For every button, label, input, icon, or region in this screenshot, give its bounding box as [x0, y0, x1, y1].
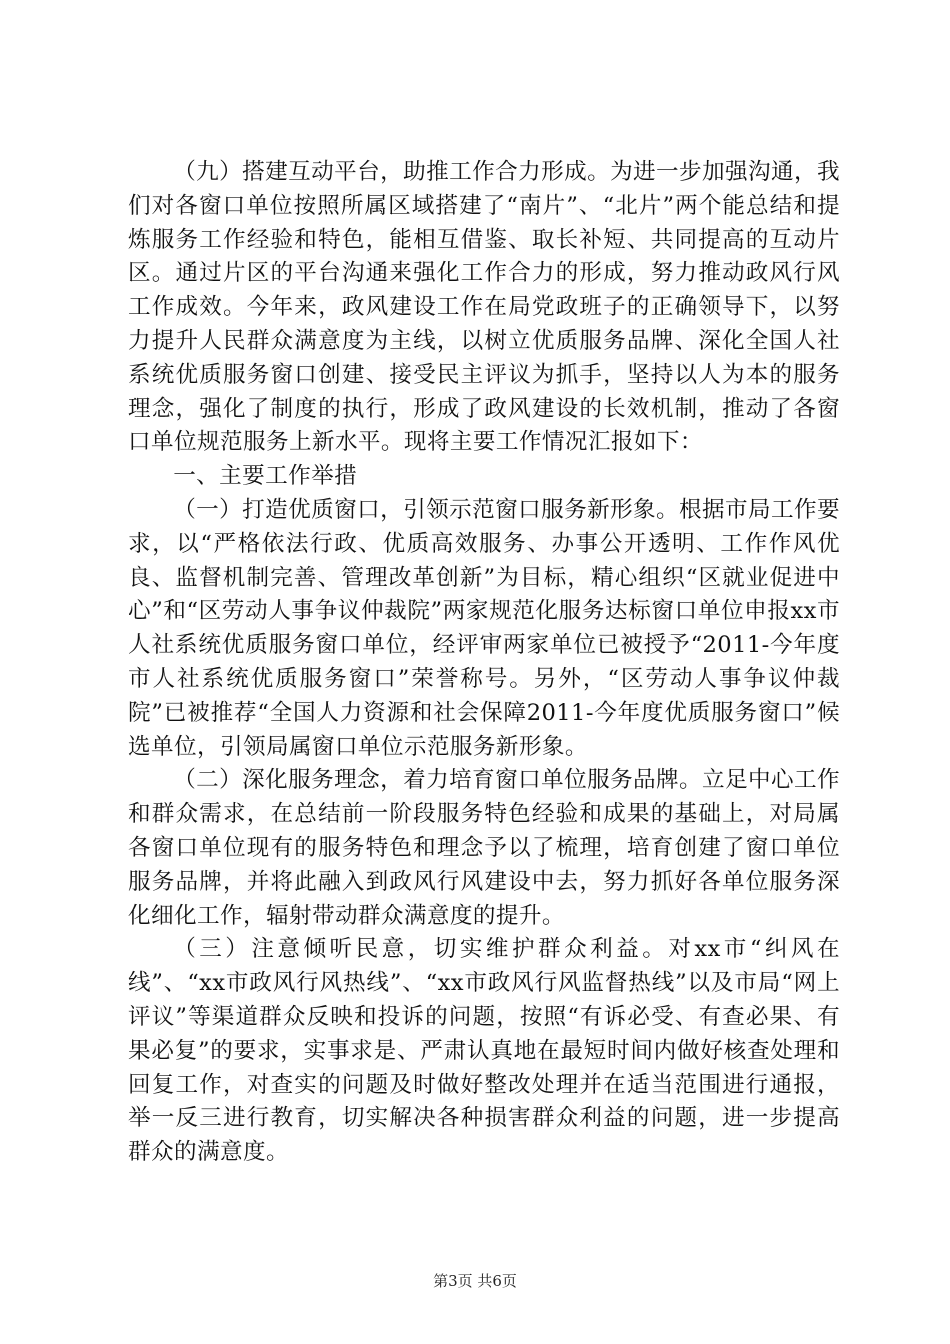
section-heading-main-measures: 一、主要工作举措	[173, 463, 358, 490]
paragraph-quality-window: （一）打造优质窗口，引领示范窗口服务新形象。根据市局工作要求，以“严格依法行政、优质高效服务、办事公开透明、工作作风优良、监督机制完善、管理改革创新”为目标，精心组织“区就业促进中心”和“区劳动人事争议仲裁院”两家规范化服务达标窗口单位申报xx市人社系统优质服务窗口单位，经评审两家单位已被授予“2011-今年度市人社系统优质服务窗口”荣誉称号。另外，“区劳动人事争议仲裁院”已被推荐“全国人力资源和社会保障2011-今年度优质服务窗口”候选单位，引领局属窗口单位示范服务新形象。	[128, 496, 841, 760]
page-number-footer: 第3页 共6页	[433, 1272, 517, 1290]
document-body	[128, 156, 840, 1170]
paragraph-public-opinion: （三）注意倾听民意，切实维护群众利益。对xx市“纠风在线”、“xx市政风行风热线”、“xx市政风行风监督热线”以及市局“网上评议”等渠道群众反映和投诉的问题，按照“有诉必受、有查必果、有果必复”的要求，实事求是、严肃认真地在最短时间内做好核查处理和回复工作，对查实的问题及时做好整改处理并在适当范围进行通报，举一反三进行教育，切实解决各种损害群众利益的问题，进一步提高群众的满意度。	[128, 936, 840, 1166]
paragraph-service-brand: （二）深化服务理念，着力培育窗口单位服务品牌。立足中心工作和群众需求，在总结前一阶段服务特色经验和成果的基础上，对局属各窗口单位现有的服务特色和理念予以了梳理，培育创建了窗口单位服务品牌，并将此融入到政风行风建设中去，努力抓好各单位服务深化细化工作，辐射带动群众满意度的提升。	[128, 767, 841, 929]
paragraph-platform: （九）搭建互动平台，助推工作合力形成。为进一步加强沟通，我们对各窗口单位按照所属区域搭建了“南片”、“北片”两个能总结和提炼服务工作经验和特色，能相互借鉴、取长补短、共同提高的互动片区。通过片区的平台沟通来强化工作合力的形成，努力推动政风行风工作成效。今年来，政风建设工作在局党政班子的正确领导下，以努力提升人民群众满意度为主线，以树立优质服务品牌、深化全国人社系统优质服务窗口创建、接受民主评议为抓手，坚持以人为本的服务理念，强化了制度的执行，形成了政风建设的长效机制，推动了各窗口单位规范服务上新水平。现将主要工作情况汇报如下：	[128, 159, 841, 456]
